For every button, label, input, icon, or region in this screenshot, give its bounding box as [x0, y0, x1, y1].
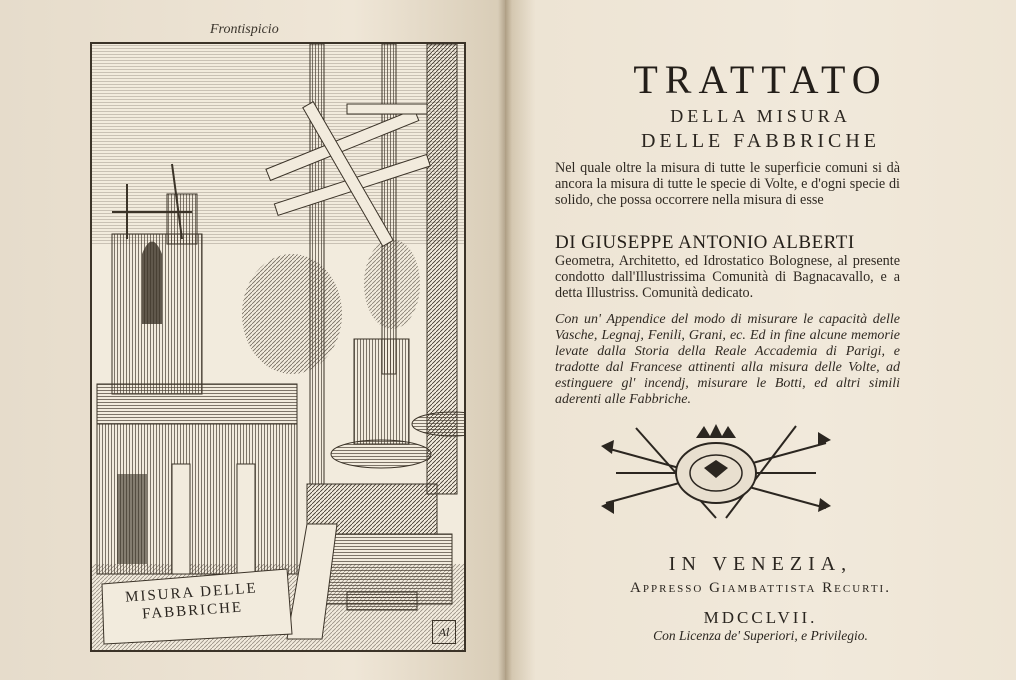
frontispiece-engraving	[90, 42, 466, 652]
book-subtitle-2: DELLE FABBRICHE	[640, 130, 881, 152]
book-title: TRATTATO	[633, 57, 888, 102]
plate-inscription-line1: MISURA DELLE	[124, 580, 259, 606]
imprint-publisher: Appresso Giambattista Recurti.	[630, 580, 891, 596]
author-details: Geometra, Architetto, ed Idrostatico Bolognese, al presente condotto dall'Illustrissima Comunità di Bagnacavallo, e a detta Illustriss. Comunità dedicato.	[555, 253, 900, 301]
plate-inscription-line2: FABBRICHE	[141, 599, 244, 623]
appendix-note: Con un' Appendice del modo di misurare le capacità delle Vasche, Legnaj, Fenili, Grani, ec. Ed in fine alcune memorie levate dalla Storia della Reale Accademia di Parigi, e tradotte dal Francese attinenti alla misura delle Volte, ad estinguere gl' incendj, misurare le Botti, ed altri simili aderenti alle Fabbriche.	[555, 312, 900, 407]
engraver-monogram: Al	[432, 620, 456, 644]
imprint-year: MDCCLVII.	[703, 608, 818, 627]
book-description: Nel quale oltre la misura di tutte le superficie comuni si dà ancora la misura di tutte le specie di Volte, e d'ogni specie di solido, che possa occorrere nella misura di esse	[555, 160, 900, 208]
engraving-illustration	[92, 44, 464, 650]
printers-ornament	[596, 418, 836, 528]
plate-caption: Frontispicio	[210, 22, 279, 37]
imprint-license: Con Licenza de' Superiori, e Privilegio.	[653, 628, 868, 643]
imprint-city: IN VENEZIA,	[668, 553, 853, 575]
book-subtitle-1: DELLA MISURA	[670, 106, 851, 126]
author-name: DI GIUSEPPE ANTONIO ALBERTI	[555, 232, 855, 253]
